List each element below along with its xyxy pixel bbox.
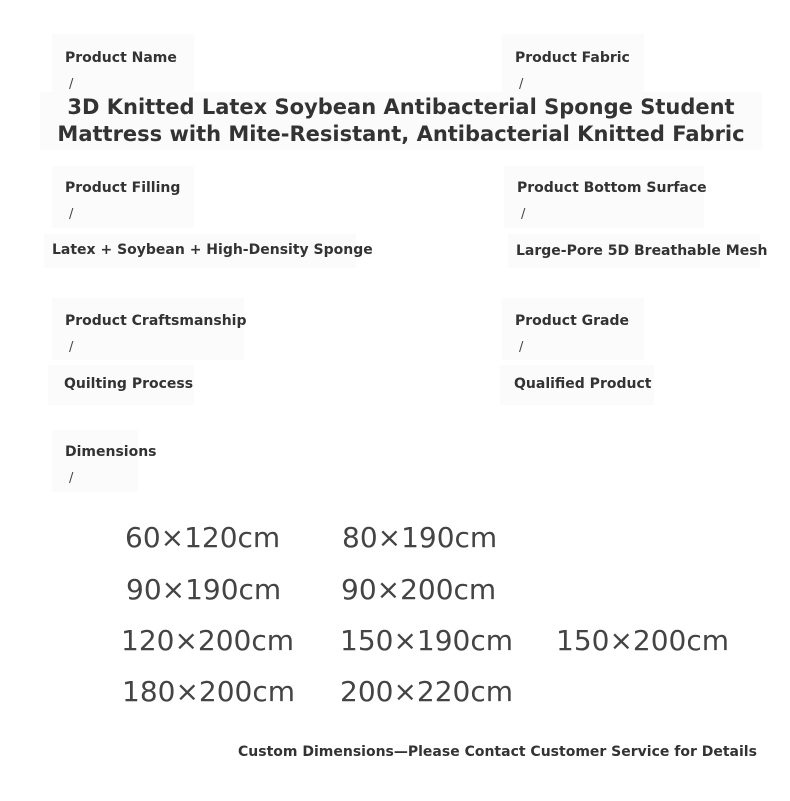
product-filling-separator: / <box>69 207 74 222</box>
size-option: 180×200cm <box>122 675 296 708</box>
product-fabric-separator: / <box>519 77 524 92</box>
product-title-line-2: Mattress with Mite-Resistant, Antibacterial Knitted Fabric <box>57 122 745 146</box>
product-craft-separator: / <box>69 340 74 355</box>
product-bottom-value: Large-Pore 5D Breathable Mesh <box>516 243 768 259</box>
product-grade-label: Product Grade <box>515 313 629 329</box>
product-craft-value: Quilting Process <box>64 376 194 392</box>
product-fabric-label: Product Fabric <box>515 50 630 66</box>
product-name-separator: / <box>69 77 74 92</box>
size-option: 150×200cm <box>556 624 730 657</box>
size-option: 80×190cm <box>342 521 498 554</box>
product-title <box>40 94 762 148</box>
product-name-label: Product Name <box>65 50 177 66</box>
product-craft-label: Product Craftsmanship <box>65 313 247 329</box>
product-bottom-label: Product Bottom Surface <box>517 180 707 196</box>
size-option: 200×220cm <box>340 675 514 708</box>
size-option: 60×120cm <box>125 521 281 554</box>
product-craft-panel <box>52 298 244 360</box>
product-grade-value: Qualified Product <box>514 376 652 392</box>
product-title-line-1: 3D Knitted Latex Soybean Antibacterial Sponge Student <box>67 95 735 119</box>
product-grade-separator: / <box>519 340 524 355</box>
dimensions-separator: / <box>69 471 74 486</box>
product-filling-value: Latex + Soybean + High-Density Sponge <box>52 242 373 258</box>
size-option: 120×200cm <box>121 624 295 657</box>
dimensions-panel <box>52 430 138 492</box>
product-filling-label: Product Filling <box>65 180 181 196</box>
dimensions-label: Dimensions <box>65 444 157 460</box>
custom-dimensions-note: Custom Dimensions—Please Contact Customer Service for Details <box>238 744 757 760</box>
size-option: 150×190cm <box>340 624 514 657</box>
product-bottom-separator: / <box>521 207 526 222</box>
size-option: 90×190cm <box>126 573 282 606</box>
size-option: 90×200cm <box>341 573 497 606</box>
product-bottom-panel <box>504 166 704 228</box>
